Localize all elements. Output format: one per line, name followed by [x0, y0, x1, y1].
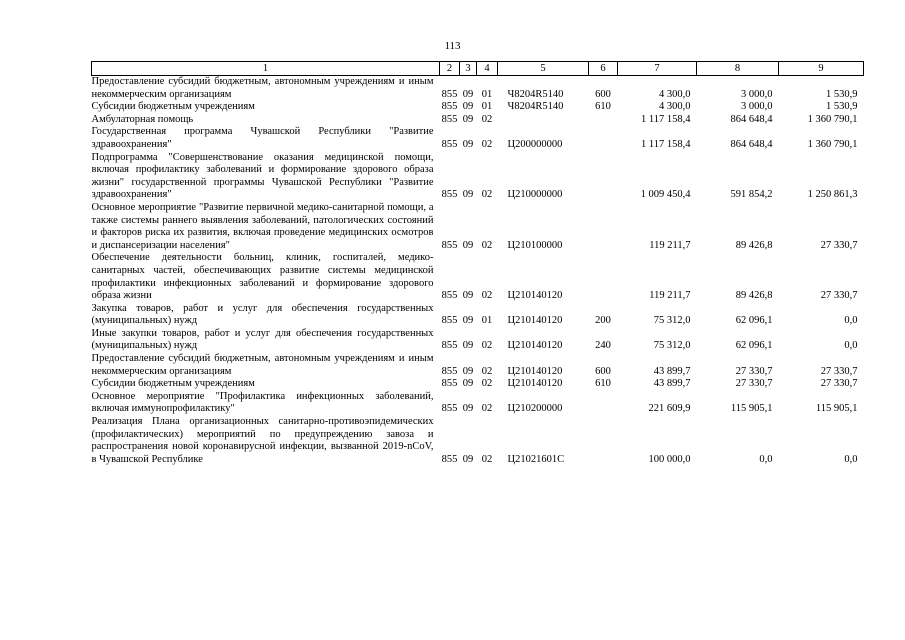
row-code-subsection: 02: [481, 290, 493, 302]
row-value-9: 0,0: [844, 453, 858, 465]
table-row: [92, 252, 864, 302]
row-code-subsection: 02: [481, 113, 493, 125]
row-expense-type: [589, 391, 618, 416]
row-code-subsection: 01: [481, 315, 493, 327]
table-row: [92, 152, 864, 202]
table-row: [92, 378, 864, 391]
table-row: [92, 303, 864, 328]
row-value-8: 62 096,1: [735, 315, 773, 327]
row-code-subsection: 02: [481, 365, 493, 377]
row-value-9: 0,0: [844, 315, 858, 327]
column-header: 3: [460, 62, 477, 76]
row-value-7: 119 211,7: [649, 290, 691, 302]
row-value-9: 1 250 861,3: [807, 189, 858, 201]
table-row: [92, 114, 864, 127]
row-name: Предоставление субсидий бюджетным, автономным учреждениям и иным некоммерческим организациям: [91, 353, 434, 377]
row-code-ministry: 855: [441, 101, 458, 113]
row-name: Реализация Плана организационных санитарно-противоэпидемических (профилактических) мероприятий по предупреждению завоза и распространения новой коронавирусной инфекции, вызванной 2019-nCoV, в Чувашской Республике: [91, 416, 434, 465]
row-code-subsection: 02: [481, 378, 493, 390]
row-code-section: 09: [462, 290, 474, 302]
row-target-code: Ц210100000: [507, 239, 563, 251]
row-code-subsection: 02: [481, 239, 493, 251]
row-value-7: 75 312,0: [653, 315, 691, 327]
row-code-section: 09: [462, 239, 474, 251]
row-code-ministry: 855: [441, 340, 458, 352]
row-name: Субсидии бюджетным учреждениям: [91, 101, 255, 113]
row-target-code: Ц200000000: [507, 138, 563, 150]
row-value-8: 115 905,1: [730, 403, 773, 415]
row-target-code: [498, 114, 589, 127]
row-code-section: 09: [462, 340, 474, 352]
row-expense-type: 200: [595, 315, 611, 327]
row-code-subsection: 02: [481, 453, 493, 465]
row-value-9: 1 530,9: [826, 101, 858, 113]
row-code-ministry: 855: [441, 365, 458, 377]
row-value-7: 1 117 158,4: [641, 138, 691, 150]
row-code-section: 09: [462, 365, 474, 377]
row-target-code: Ц210140120: [507, 378, 563, 390]
column-header: 5: [498, 62, 589, 76]
row-target-code: Ц21021601C: [507, 453, 565, 465]
row-expense-type: [589, 152, 618, 202]
row-code-section: 09: [462, 101, 474, 113]
row-target-code: Ч8204R5140: [507, 101, 564, 113]
table-row: [92, 126, 864, 151]
row-code-ministry: 855: [441, 88, 458, 100]
row-name: Амбулаторная помощь: [91, 113, 194, 125]
row-code-ministry: 855: [441, 239, 458, 251]
row-name: Основное мероприятие "Развитие первичной медико-санитарной помощи, а также системы раннего выявления заболеваний, патологических состояний и факторов риска их развития, включая проведение медицинских осмотров и диспансеризации населения": [91, 201, 434, 251]
row-expense-type: 600: [595, 88, 611, 100]
row-value-7: 1 117 158,4: [641, 113, 691, 125]
row-expense-type: 240: [595, 340, 611, 352]
row-value-7: 43 899,7: [653, 378, 691, 390]
row-value-9: 27 330,7: [820, 239, 858, 251]
row-value-7: 221 609,9: [648, 403, 691, 415]
row-name: Предоставление субсидий бюджетным, автономным учреждениям и иным некоммерческим организациям: [91, 76, 434, 100]
table-row: [92, 416, 864, 466]
row-name: Подпрограмма "Совершенствование оказания медицинской помощи, включая профилактику заболеваний и формирование здорового образа жизни" государственной программы Чувашской Республики "Развитие здравоохранения": [91, 151, 434, 201]
column-header: 4: [477, 62, 498, 76]
row-target-code: Ц210200000: [507, 403, 563, 415]
row-code-ministry: 855: [441, 113, 458, 125]
row-name: Иные закупки товаров, работ и услуг для обеспечения государственных (муниципальных) нужд: [91, 327, 434, 352]
row-value-7: 43 899,7: [653, 365, 691, 377]
header-row: [92, 62, 864, 76]
row-code-ministry: 855: [441, 315, 458, 327]
row-code-section: 09: [462, 138, 474, 150]
row-value-8: 62 096,1: [735, 340, 773, 352]
row-code-section: 09: [462, 403, 474, 415]
row-value-8: 89 426,8: [735, 239, 773, 251]
row-value-9: 27 330,7: [820, 290, 858, 302]
row-code-section: 09: [462, 113, 474, 125]
row-target-code: Ц210000000: [507, 189, 563, 201]
row-target-code: Ч8204R5140: [507, 88, 564, 100]
row-code-subsection: 01: [481, 101, 493, 113]
row-value-7: 119 211,7: [649, 239, 691, 251]
row-code-ministry: 855: [441, 138, 458, 150]
row-name: Субсидии бюджетным учреждениям: [91, 378, 255, 390]
row-value-8: 591 854,2: [730, 189, 773, 201]
row-code-subsection: 02: [481, 138, 493, 150]
row-code-ministry: 855: [441, 189, 458, 201]
row-value-9: 1 530,9: [826, 88, 858, 100]
row-code-subsection: 02: [481, 189, 493, 201]
column-header: 1: [92, 62, 440, 76]
row-expense-type: 610: [595, 378, 611, 390]
row-value-7: 100 000,0: [648, 453, 691, 465]
row-value-7: 1 009 450,4: [640, 189, 691, 201]
row-value-9: 27 330,7: [820, 378, 858, 390]
table-row: [92, 76, 864, 102]
column-header: 6: [589, 62, 618, 76]
table-row: [92, 328, 864, 353]
row-value-7: 4 300,0: [659, 101, 691, 113]
page-number: 113: [444, 40, 461, 52]
row-value-9: 0,0: [844, 340, 858, 352]
column-header: 2: [440, 62, 460, 76]
row-name: Основное мероприятие "Профилактика инфекционных заболеваний, включая иммунопрофилактику": [91, 390, 434, 415]
row-name: Закупка товаров, работ и услуг для обеспечения государственных (муниципальных) нужд: [91, 302, 434, 327]
row-target-code: Ц210140120: [507, 315, 563, 327]
row-expense-type: [589, 202, 618, 252]
row-value-8: 864 648,4: [730, 113, 773, 125]
row-code-subsection: 01: [481, 88, 493, 100]
row-code-section: 09: [462, 189, 474, 201]
column-header: 7: [618, 62, 697, 76]
row-name: Государственная программа Чувашской Республики "Развитие здравоохранения": [91, 126, 434, 150]
table-row: [92, 101, 864, 114]
row-value-9: 115 905,1: [815, 403, 858, 415]
row-code-subsection: 02: [481, 403, 493, 415]
row-code-ministry: 855: [441, 403, 458, 415]
table-row: [92, 202, 864, 252]
row-expense-type: [589, 416, 618, 466]
row-value-9: 27 330,7: [820, 365, 858, 377]
budget-table: [91, 61, 864, 466]
row-value-9: 1 360 790,1: [807, 113, 858, 125]
row-expense-type: [589, 126, 618, 151]
row-code-subsection: 02: [481, 340, 493, 352]
row-code-ministry: 855: [441, 378, 458, 390]
row-value-7: 75 312,0: [653, 340, 691, 352]
row-value-8: 3 000,0: [741, 101, 773, 113]
table-row: [92, 391, 864, 416]
row-code-ministry: 855: [441, 290, 458, 302]
row-expense-type: [589, 252, 618, 302]
row-code-section: 09: [462, 378, 474, 390]
table-row: [92, 353, 864, 378]
row-target-code: Ц210140120: [507, 290, 563, 302]
row-value-8: 864 648,4: [730, 138, 773, 150]
row-expense-type: 610: [595, 101, 611, 113]
row-code-ministry: 855: [441, 453, 458, 465]
row-value-9: 1 360 790,1: [807, 138, 858, 150]
row-value-7: 4 300,0: [659, 88, 691, 100]
column-header: 8: [697, 62, 779, 76]
row-code-section: 09: [462, 315, 474, 327]
row-name: Обеспечение деятельности больниц, клиник, госпиталей, медико-санитарных частей, обеспечивающих развитие системы медицинской профилактики инфекционных заболеваний и формирование здорового образа жизни: [91, 252, 434, 302]
row-value-8: 27 330,7: [735, 365, 773, 377]
row-code-section: 09: [462, 453, 474, 465]
row-expense-type: [589, 114, 618, 127]
row-expense-type: 600: [595, 365, 611, 377]
row-code-section: 09: [462, 88, 474, 100]
row-value-8: 89 426,8: [735, 290, 773, 302]
row-value-8: 27 330,7: [735, 378, 773, 390]
row-target-code: Ц210140120: [507, 340, 563, 352]
column-header: 9: [779, 62, 864, 76]
row-target-code: Ц210140120: [507, 365, 563, 377]
row-value-8: 0,0: [759, 453, 773, 465]
row-value-8: 3 000,0: [741, 88, 773, 100]
